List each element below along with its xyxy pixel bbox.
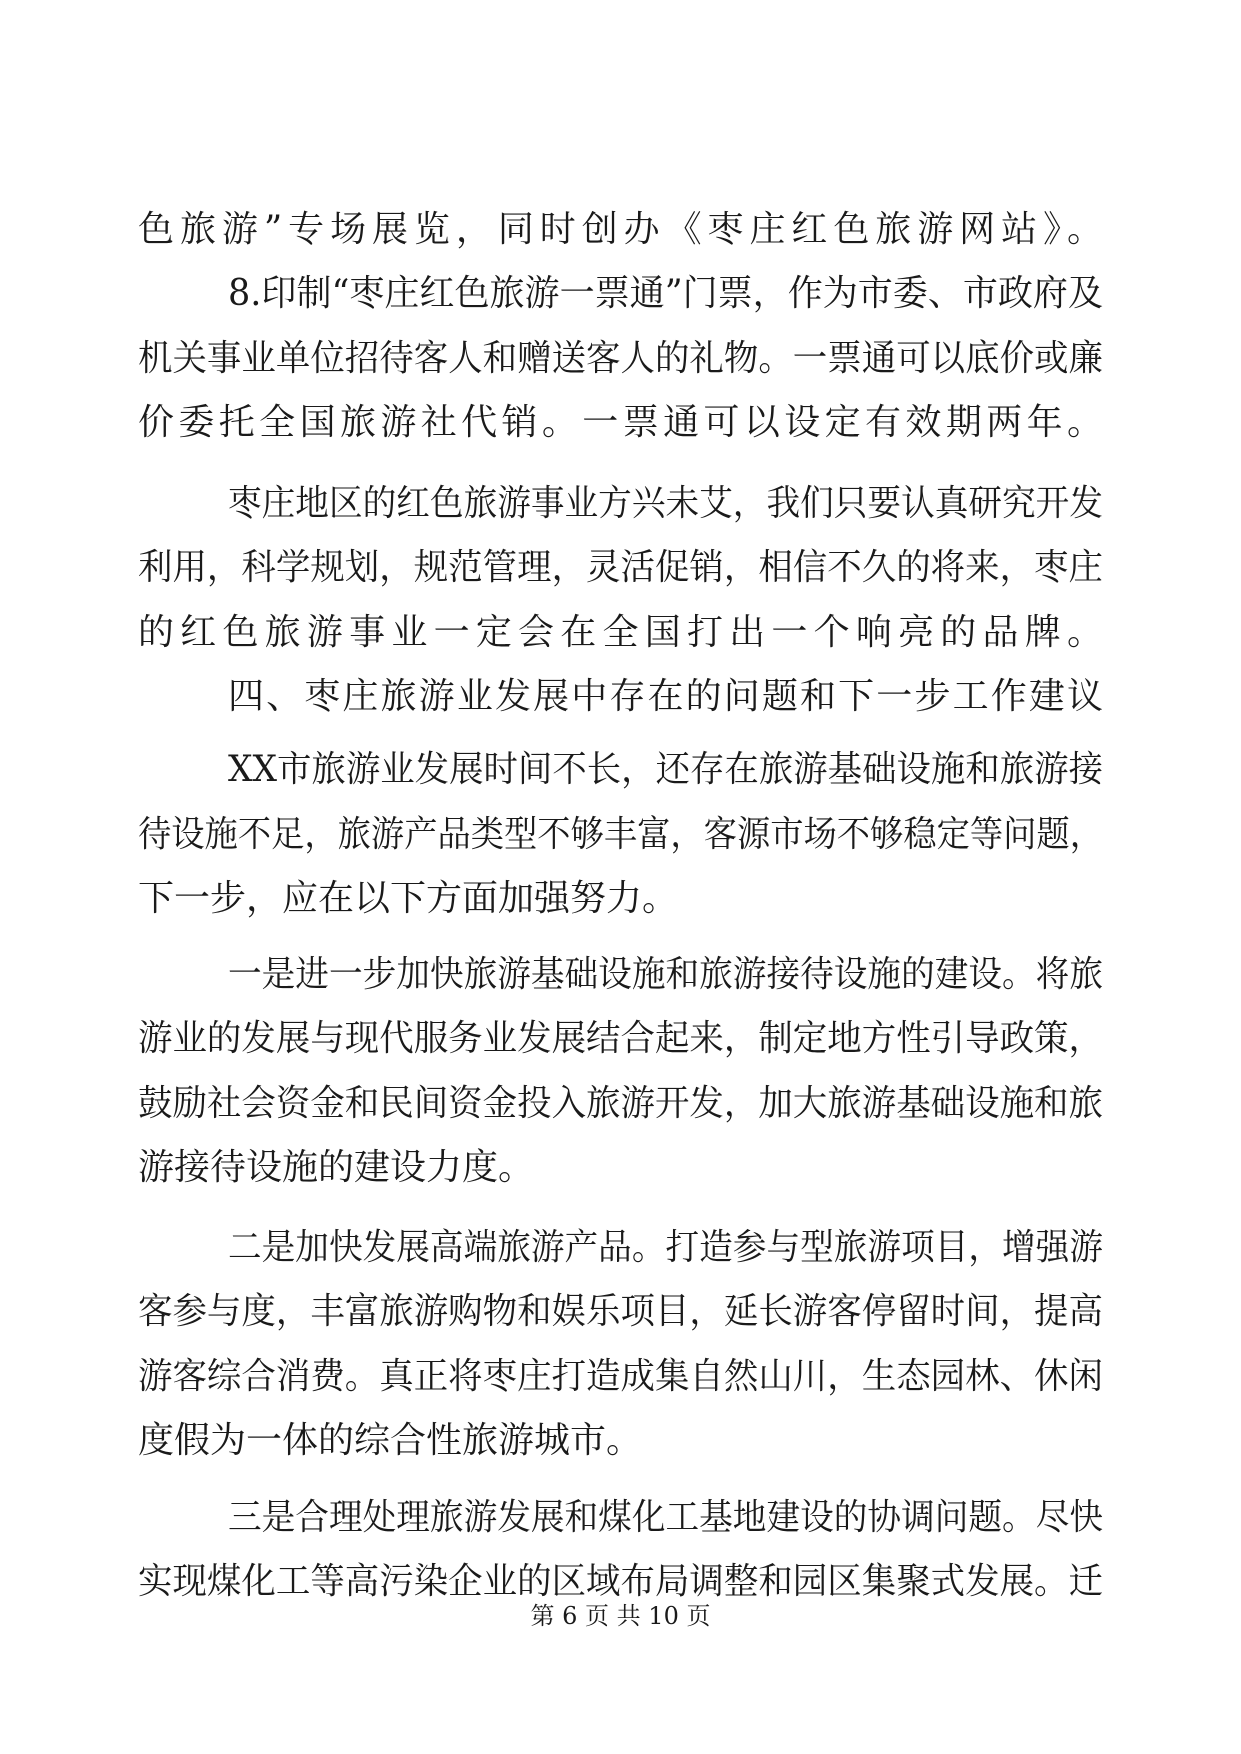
text-line xyxy=(0,1411,1241,1471)
text-line xyxy=(0,1218,1241,1278)
text-line-content: 度假为一体的综合性旅游城市。 xyxy=(138,1420,643,1461)
text-line xyxy=(0,200,1241,260)
text-line-content: 机关事业单位招待客人和赠送客人的礼物。一票通可以底价或廉 xyxy=(138,338,1103,379)
text-line-content: 实现煤化工等高污染企业的区域布局调整和园区集聚式发展。迁 xyxy=(138,1561,1103,1602)
text-line-content: 待设施不足，旅游产品类型不够丰富，客源市场不够稳定等问题， xyxy=(138,814,1103,855)
text-line-content: 的红色旅游事业一定会在全国打出一个响亮的品牌。 xyxy=(138,612,1110,653)
text-line xyxy=(0,538,1241,598)
text-line-content: 游客综合消费。真正将枣庄打造成集自然山川，生态园林、休闲 xyxy=(138,1356,1103,1397)
text-line-content: 鼓励社会资金和民间资金投入旅游开发，加大旅游基础设施和旅 xyxy=(138,1083,1103,1124)
text-line-content: 一是进一步加快旅游基础设施和旅游接待设施的建设。将旅 xyxy=(228,954,1103,995)
text-line-content: 下一步，应在以下方面加强努力。 xyxy=(138,878,679,919)
text-line xyxy=(0,1074,1241,1134)
text-line xyxy=(0,1138,1241,1198)
text-line-content: 枣庄地区的红色旅游事业方兴未艾，我们只要认真研究开发 xyxy=(228,483,1103,524)
text-line-content: 游业的发展与现代服务业发展结合起来，制定地方性引导政策， xyxy=(138,1018,1103,1059)
text-line-content: XX市旅游业发展时间不长，还存在旅游基础设施和旅游接 xyxy=(228,749,1103,790)
text-line xyxy=(0,945,1241,1005)
page-footer xyxy=(0,1600,1241,1632)
text-line xyxy=(0,1488,1241,1548)
text-line xyxy=(0,329,1241,389)
text-line xyxy=(0,805,1241,865)
text-line xyxy=(0,393,1241,453)
text-line xyxy=(0,474,1241,534)
section-heading xyxy=(0,667,1241,727)
section-heading-text: 四、枣庄旅游业发展中存在的问题和下一步工作建议 xyxy=(228,676,1106,717)
text-line-content: 利用，科学规划，规范管理，灵活促销，相信不久的将来，枣庄 xyxy=(138,547,1103,588)
text-line-content: 三是合理处理旅游发展和煤化工基地建设的协调问题。尽快 xyxy=(228,1497,1103,1538)
text-line-content: 8.印制“枣庄红色旅游一票通”门票，作为市委、市政府及 xyxy=(228,273,1103,314)
text-line xyxy=(0,740,1241,800)
text-line xyxy=(0,1282,1241,1342)
text-line xyxy=(0,603,1241,663)
text-line-content: 二是加快发展高端旅游产品。打造参与型旅游项目，增强游 xyxy=(228,1227,1103,1268)
text-line-content: 客参与度，丰富旅游购物和娱乐项目，延长游客停留时间，提高 xyxy=(138,1291,1103,1332)
text-line-content: 游接待设施的建设力度。 xyxy=(138,1147,535,1188)
text-line xyxy=(0,1347,1241,1407)
text-line xyxy=(0,1009,1241,1069)
page-number: 第 6 页 共 10 页 xyxy=(530,1602,711,1630)
text-line xyxy=(0,869,1241,929)
text-line-content: 色旅游”专场展览，同时创办《枣庄红色旅游网站》。 xyxy=(138,209,1109,250)
text-line xyxy=(0,264,1241,324)
text-line-content: 价委托全国旅游社代销。一票通可以设定有效期两年。 xyxy=(138,402,1108,443)
